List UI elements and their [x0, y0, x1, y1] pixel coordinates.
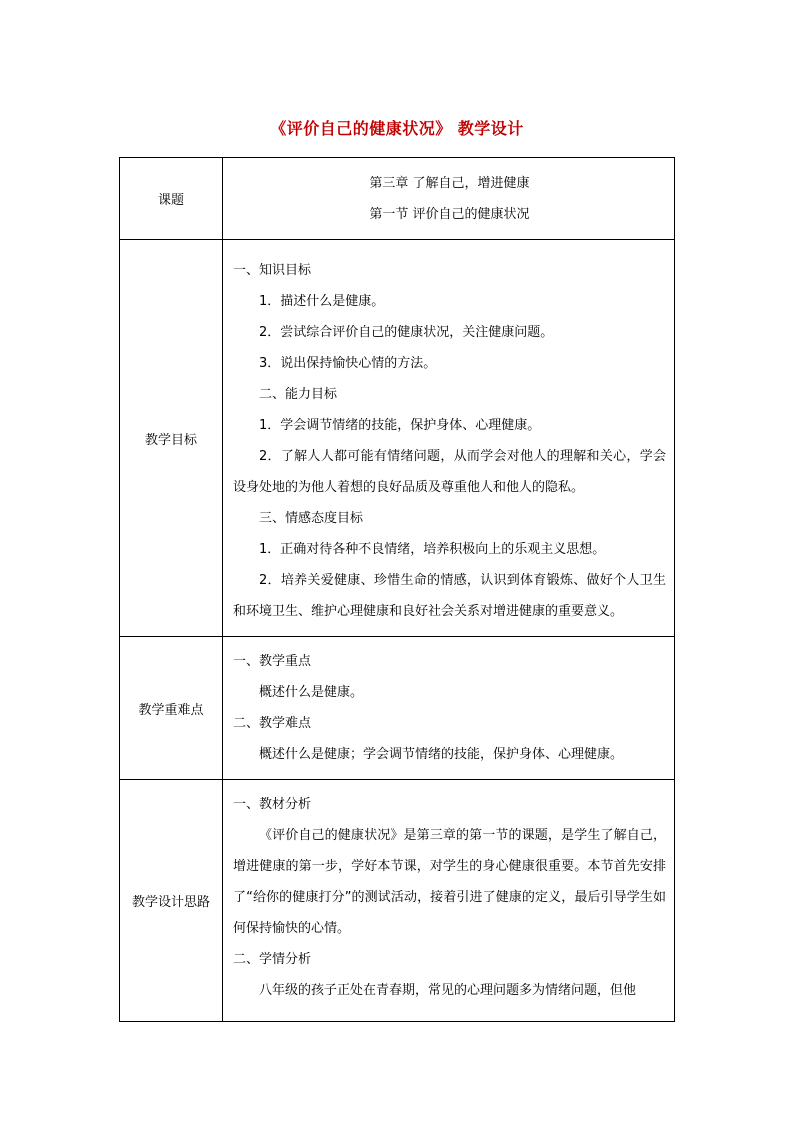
goals-heading-ability: 二、能力目标: [259, 387, 338, 402]
goal-item: 1．学会调节情绪的技能，保护身体、心理健康。: [259, 418, 541, 433]
row-label-design: 教学设计思路: [120, 780, 223, 1022]
row-label-topic: 课题: [120, 158, 223, 240]
lesson-plan-table: [119, 157, 675, 1022]
design-paragraph: 八年级的孩子正处在青春期，常见的心理问题多为情绪问题，但他: [259, 983, 637, 998]
design-heading-students: 二、学情分析: [233, 952, 312, 967]
goals-heading-knowledge: 一、知识目标: [233, 263, 312, 278]
chapter-title: 第三章 了解自己，增进健康: [369, 175, 530, 191]
page-title: 《评价自己的健康状况》 教学设计: [270, 119, 524, 138]
goal-item: 2．了解人人都可能有情绪问题，从而学会对他人的理解和关心，学会设身处地的为他人着想的良好品质及尊重他人和他人的隐私。: [233, 449, 666, 495]
table-row-goals: [120, 240, 675, 637]
keypoint-item: 概述什么是健康。: [259, 685, 364, 700]
keypoints-heading-focus: 一、教学重点: [233, 654, 312, 669]
goals-heading-attitude: 三、情感态度目标: [259, 511, 364, 526]
keypoints-heading-difficulty: 二、教学难点: [233, 716, 312, 731]
table-row-topic: [120, 158, 675, 240]
goals-cell: [223, 240, 675, 637]
row-label-goals: 教学目标: [120, 240, 223, 637]
goal-item: 1．描述什么是健康。: [259, 294, 385, 309]
design-cell: [223, 780, 675, 1022]
goal-item: 2．培养关爱健康、珍惜生命的情感，认识到体育锻炼、做好个人卫生和环境卫生、维护心理健康和良好社会关系对增进健康的重要意义。: [233, 573, 666, 619]
design-heading-material: 一、教材分析: [233, 797, 312, 812]
table-row-keypoints: [120, 637, 675, 780]
row-label-keypoints: 教学重难点: [120, 637, 223, 780]
topic-cell: [223, 158, 675, 240]
goal-item: 1．正确对待各种不良情绪，培养积极向上的乐观主义思想。: [259, 542, 606, 557]
goal-item: 2．尝试综合评价自己的健康状况，关注健康问题。: [259, 325, 554, 340]
design-paragraph: 《评价自己的健康状况》是第三章的第一节的课题，是学生了解自己，增进健康的第一步，学好本节课，对学生的身心健康很重要。本节首先安排了“给你的健康打分”的测试活动，接着引进了健康的定义，最后引导学生如何保持愉快的心情。: [233, 828, 666, 936]
table-row-design: [120, 780, 675, 1022]
keypoint-item: 概述什么是健康；学会调节情绪的技能，保护身体、心理健康。: [259, 747, 624, 762]
section-title: 第一节 评价自己的健康状况: [369, 206, 530, 222]
keypoints-cell: [223, 637, 675, 780]
goal-item: 3．说出保持愉快心情的方法。: [259, 356, 437, 371]
